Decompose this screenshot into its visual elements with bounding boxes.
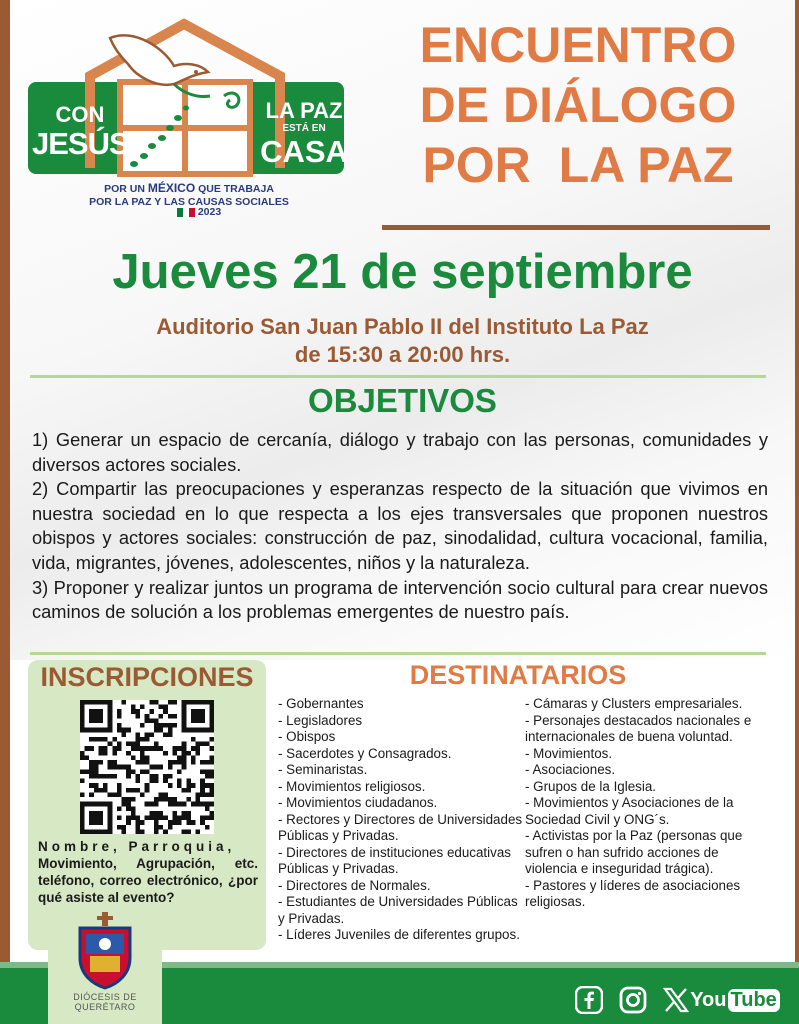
audience-item: - Personajes destacados nacionales e internacionales de buena voluntad. (525, 712, 752, 744)
audience-item: - Legisladores (278, 712, 363, 728)
tagline-line-2: POR LA PAZ Y LAS CAUSAS SOCIALES (89, 195, 289, 208)
audience-item: - Activistas por la Paz (personas que sufren o han sufrido acciones de violencia e inseguridad trágica). (525, 828, 743, 876)
logo-tagline (84, 182, 294, 208)
section-divider (30, 652, 766, 655)
audience-item: - Directores de Normales. (278, 877, 431, 893)
seal-caption-line-2: QUERÉTARO (74, 1002, 136, 1012)
objective-item: 1) Generar un espacio de cercanía, diálogo y trabajo con las personas, comunidades y diversos actores sociales. (32, 429, 768, 475)
logo-jesus-text: JESÚS (32, 126, 129, 161)
audience-item: - Movimientos y Asociaciones de la Sociedad Civil y ONG´s. (525, 795, 734, 827)
audience-column-1 (278, 696, 528, 944)
audience-column-2 (525, 696, 770, 911)
audience-item: - Directores de instituciones educativas Públicas y Privadas. (278, 844, 511, 876)
event-venue (10, 313, 795, 369)
audience-item: - Pastores y líderes de asociaciones religiosas. (525, 877, 741, 909)
tagline-part-2: QUE TRABAJA (195, 183, 274, 195)
title-line-3: POR LA PAZ (422, 137, 734, 193)
registration-fields-rest: Movimiento, Agrupación, etc. teléfono, correo electrónico, ¿por qué asiste al evento? (38, 856, 258, 905)
audience-item: - Seminaristas. (278, 762, 368, 777)
tagline-mexico: MÉXICO (147, 181, 196, 195)
audience-item: - Sacerdotes y Consagrados. (278, 745, 452, 761)
logo-year (154, 206, 244, 218)
audience-item: - Gobernantes (278, 696, 364, 711)
event-date: Jueves 21 de septiembre (112, 245, 693, 299)
venue-text: Auditorio San Juan Pablo II del Instituto La Paz (156, 314, 649, 339)
registration-fields-line-1: Nombre, Parroquia, (38, 839, 236, 854)
audience-item: - Cámaras y Clusters empresariales. (525, 696, 743, 711)
audience-item: - Movimientos religiosos. (278, 778, 426, 794)
mexican-flag-icon (177, 208, 195, 217)
youtube-you-text: You (690, 988, 727, 1011)
title-underline (382, 225, 770, 230)
x-icon[interactable] (661, 984, 691, 1016)
objectives-list (32, 428, 768, 625)
diocese-seal-icon (74, 912, 136, 990)
year-text: 2023 (197, 206, 222, 218)
registration-heading: INSCRIPCIONES (40, 662, 254, 692)
audience-item: - Grupos de la Iglesia. (525, 778, 656, 794)
youtube-tube-text: Tube (728, 989, 780, 1012)
audience-item: - Movimientos. (525, 745, 613, 761)
logo-casa-text: CASA (260, 134, 348, 169)
registration-qr-code[interactable] (80, 700, 214, 834)
audience-item: - Rectores y Directores de Universidades Públicas y Privadas. (278, 811, 523, 843)
seal-caption-line-1: DIÓCESIS DE (73, 992, 137, 1002)
objectives-heading: OBJETIVOS (308, 382, 497, 419)
logo-esta-en-text: ESTÁ EN (282, 123, 326, 134)
right-frame-border (795, 0, 799, 1024)
audience-item: - Movimientos ciudadanos. (278, 795, 438, 810)
left-frame-border (0, 0, 10, 1024)
title-line-1: ENCUENTRO (419, 17, 737, 73)
objective-item: 2) Compartir las preocupaciones y esperanzas respecto de la situación que vivimos en nuestra sociedad en lo que respecta a los ejes transversales que proponen nuestros obispos y actores sociales: construcción de paz, sinodalidad, cultura vocacional, familia, vida, migrantes, jóvenes, adolescentes, niños y la naturaleza. (32, 478, 768, 573)
audience-item: - Asociaciones. (525, 762, 616, 777)
time-text: de 15:30 a 20:00 hrs. (294, 342, 511, 367)
campaign-logo (24, 18, 354, 218)
audience-item: - Estudiantes de Universidades Públicas y Privadas. (278, 894, 518, 926)
facebook-icon[interactable] (574, 984, 604, 1016)
tagline-part-1: POR UN (104, 183, 148, 195)
audience-heading: DESTINATARIOS (409, 660, 627, 690)
seal-caption (50, 992, 160, 1012)
logo-con-text: CON (55, 102, 105, 127)
objective-item: 3) Proponer y realizar juntos un programa de intervención socio cultural para crear nuevos caminos de solución a los problemas emergentes de nuestro país. (32, 576, 768, 623)
section-divider (30, 375, 766, 378)
youtube-icon[interactable] (690, 984, 777, 1016)
logo-lapaz-text: LA PAZ (265, 98, 343, 123)
title-line-2: DE DIÁLOGO (419, 77, 737, 133)
registration-fields (38, 838, 258, 906)
audience-item: - Obispos (278, 729, 336, 744)
audience-item: - Líderes Juveniles de diferentes grupos. (278, 927, 520, 942)
instagram-icon[interactable] (618, 984, 648, 1016)
event-title (382, 17, 774, 200)
